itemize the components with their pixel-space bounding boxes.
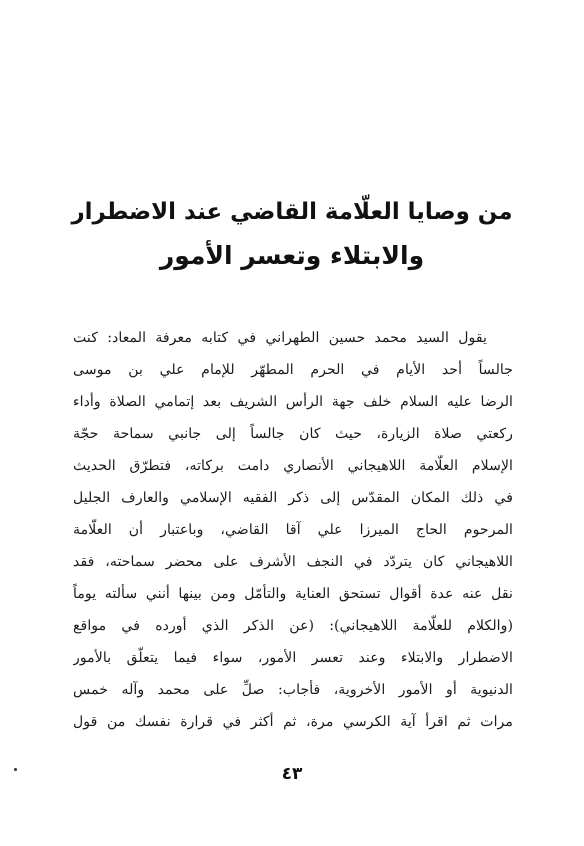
body-line-1: يقول السيد محمد حسين الطهراني في كتابه معرفة المعاد: كنت: [73, 330, 487, 346]
body-paragraph: [73, 322, 513, 738]
body-line-4: ركعتي صلاة الزيارة، حيث كان جالساً إلى جانبي سماحة حجّة: [73, 426, 513, 442]
page-number: ٤٣: [281, 764, 303, 784]
body-line-6: في ذلك المكان المقدّس إلى ذكر الفقيه الإسلامي والعارف الجليل: [73, 490, 513, 506]
chapter-title-line-1: من وصايا العلّامة القاضي عند الاضطرار: [71, 199, 513, 225]
body-line-8: اللاهيجاني كان يتردّد في النجف الأشرف على محضر سماحته، فقد: [73, 554, 513, 570]
body-line-7: المرحوم الحاج الميرزا علي آقا القاضي، وباعتبار أن العلّامة: [73, 522, 513, 538]
body-line-9: نقل عنه عدة أقوال تستحق العناية والتأمّل ومن بينها أنني سألته يوماً: [73, 586, 513, 602]
body-line-2: جالساً أحد الأيام في الحرم المطهّر للإمام علي بن موسى: [73, 362, 513, 378]
scan-speck: [14, 768, 17, 771]
body-line-12: الدنيوية أو الأمور الأخروية، فأجاب: صلِّ على محمد وآله خمس: [73, 682, 513, 698]
body-line-3: الرضا عليه السلام خلف جهة الرأس الشريف بعد إتمامي الصلاة وأداء: [73, 394, 513, 410]
chapter-title-line-2: والابتلاء وتعسر الأمور: [159, 241, 425, 270]
body-line-11: الاضطرار والابتلاء وعند تعسر الأمور، سواء فيما يتعلّق بالأمور: [73, 650, 513, 666]
body-line-10: (والكلام للعلّامة اللاهيجاني): (عن الذكر الذي أورده في مواقع: [73, 618, 513, 634]
body-line-5: الإسلام العلّامة اللاهيجاني الأنصاري دامت بركاته، فتطرّق الحديث: [73, 458, 513, 474]
body-line-13: مرات ثم اقرأ آية الكرسي مرة، ثم أكثر في قرارة نفسك من قول: [73, 714, 513, 730]
